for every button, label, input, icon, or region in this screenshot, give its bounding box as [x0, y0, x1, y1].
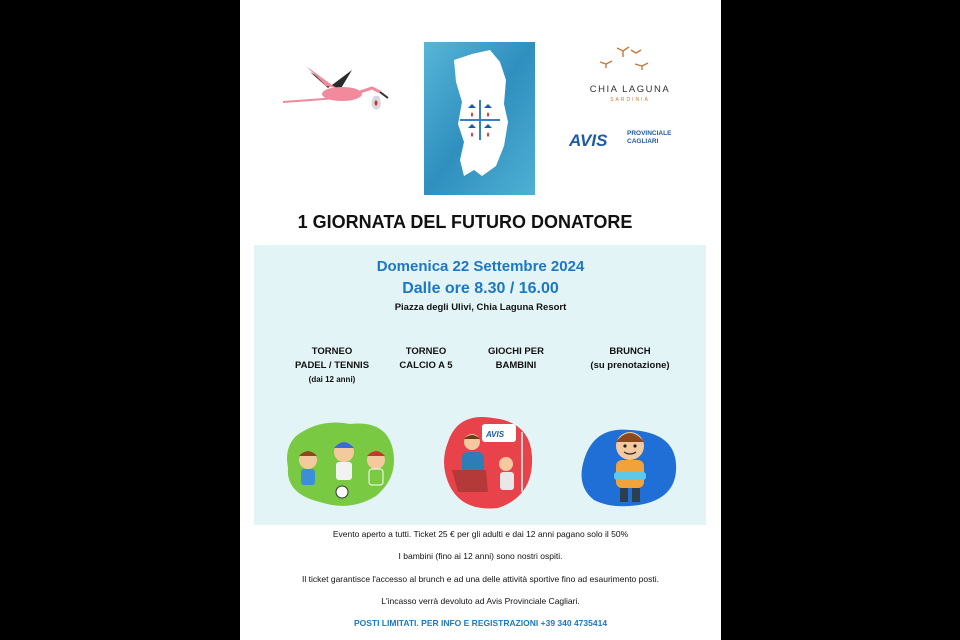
avis-city-text: CAGLIARI — [627, 138, 659, 145]
activity-padel-tennis — [282, 345, 382, 387]
activity-line1: TORNEO — [405, 346, 447, 357]
event-hours: Dalle ore 8.30 / 16.00 — [402, 280, 559, 297]
flamingo-logo — [280, 58, 395, 120]
activity-calcio — [382, 345, 470, 373]
event-date: Domenica 22 Settembre 2024 — [376, 258, 585, 275]
activity-line1: GIOCHI PER — [488, 346, 544, 357]
footer-ticket-info: Evento aperto a tutti. Ticket 25 € per gli adulti e dai 12 anni pagano solo il 50% — [332, 529, 629, 539]
activity-line2: CALCIO A 5 — [399, 360, 453, 371]
avis-logo-word: AVIS — [569, 131, 608, 150]
kids-football-illustration — [280, 416, 400, 508]
avis-logo-provinciale — [627, 130, 671, 146]
svg-text:AVIS: AVIS — [486, 430, 505, 439]
activity-line2: (su prenotazione) — [590, 360, 670, 371]
event-place: Piazza degli Ulivi, Chia Laguna Resort — [394, 302, 567, 313]
activity-line1: BRUNCH — [609, 346, 651, 357]
boy-brunch-illustration — [574, 420, 678, 510]
chia-laguna-region: SARDINIA — [610, 97, 650, 103]
chia-laguna-flamingos-icon — [595, 42, 665, 72]
chia-laguna-name: CHIA LAGUNA — [589, 84, 671, 95]
activity-brunch — [570, 345, 690, 373]
activity-line2: BAMBINI — [495, 360, 537, 371]
activity-line2: PADEL / TENNIS — [294, 360, 370, 371]
activity-line1: TORNEO — [311, 346, 353, 357]
footer-kids-info: I bambini (fino ai 12 anni) sono nostri ospiti. — [398, 551, 563, 561]
event-poster — [240, 0, 721, 640]
footer-contact-info: POSTI LIMITATI. PER INFO E REGISTRAZIONI +39 340 4735414 — [353, 618, 608, 628]
sardinia-map-image — [424, 42, 535, 195]
footer-access-info: Il ticket garantisce l'accesso al brunch e ad una delle attività sportive fino ad esaurimento posti. — [302, 574, 659, 584]
blood-donation-illustration — [438, 412, 538, 512]
activity-note: (dai 12 anni) — [308, 375, 356, 384]
avis-provinciale-text: PROVINCIALE — [627, 130, 672, 137]
footer-donation-info: L'incasso verrà devoluto ad Avis Provinciale Cagliari. — [381, 596, 580, 606]
event-title: 1 GIORNATA DEL FUTURO DONATORE — [297, 212, 633, 232]
activity-giochi — [472, 345, 560, 373]
